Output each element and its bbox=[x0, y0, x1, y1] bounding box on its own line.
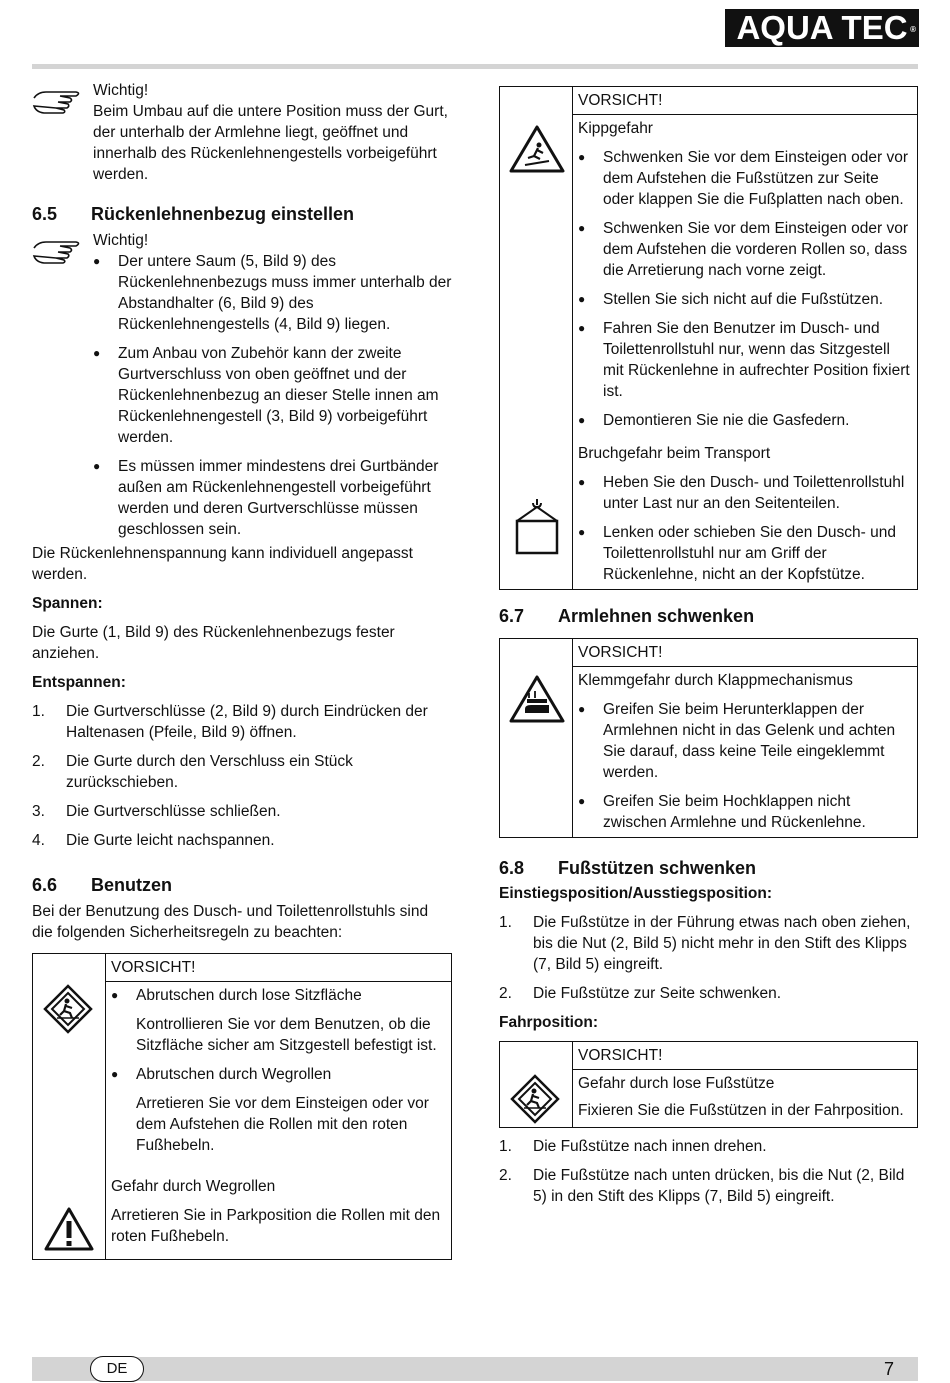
caution-icon-column bbox=[33, 954, 106, 1259]
caution-rows bbox=[573, 115, 917, 585]
bullet-item: ● Es müssen immer mindestens drei Gurtbänder außen am Rückenlehnengestell vorbeigeführt werden und deren Gurtverschlüsse müssen geschlossen sein. bbox=[93, 456, 452, 540]
caution-heading: VORSICHT! bbox=[573, 87, 917, 115]
section-6-5-heading bbox=[32, 202, 452, 226]
step-text: Die Fußstütze zur Seite schwenken. bbox=[533, 985, 782, 1002]
step-text: Die Gurte durch den Verschluss ein Stück zurückschieben. bbox=[66, 753, 353, 791]
bullet-item: ● Heben Sie den Dusch- und Toilettenrollstuhl unter Last nur an den Seitenteilen. bbox=[578, 472, 912, 514]
pointing-hand-icon bbox=[32, 234, 84, 266]
step-item bbox=[499, 1165, 918, 1207]
subheading-einstieg: Einstiegsposition/Ausstiegsposition: bbox=[499, 885, 772, 902]
step-item bbox=[32, 701, 452, 743]
caution-content bbox=[573, 1042, 917, 1127]
bullet-text: Kontrollieren Sie vor dem Benutzen, ob die Sitzfläche sicher am Sitzgestell befestigt ist. bbox=[136, 1016, 437, 1054]
pointing-hand-icon bbox=[32, 84, 84, 116]
caution-box-fussstuetze bbox=[499, 1041, 918, 1128]
hazard-title: Kippgefahr bbox=[578, 120, 653, 137]
hazard-text: Arretieren Sie in Parkposition die Rollen mit den roten Fußhebeln. bbox=[111, 1207, 441, 1245]
slip-hazard-icon bbox=[510, 1074, 560, 1124]
bullet-item: ● Schwenken Sie vor dem Einsteigen oder vor dem Aufstehen die vorderen Rollen so, dass die Arretierung nach vorne zeigt. bbox=[578, 218, 912, 281]
section-6-8-heading bbox=[499, 856, 918, 880]
hazard-title: Bruchgefahr beim Transport bbox=[578, 445, 771, 462]
note-important-1 bbox=[32, 80, 452, 185]
registered-mark: ® bbox=[910, 25, 916, 34]
left-column bbox=[32, 80, 452, 1260]
language-badge: DE bbox=[90, 1356, 144, 1382]
paragraph: Die Rückenlehnenspannung kann individuell angepasst werden. bbox=[32, 545, 413, 583]
aquatec-logo bbox=[725, 9, 919, 47]
step-item bbox=[499, 912, 918, 975]
section-number: 6.8 bbox=[499, 858, 525, 878]
footer-bar bbox=[32, 1357, 918, 1381]
caution-box-benutzen bbox=[32, 953, 452, 1260]
bullet-item: ● Lenken oder schieben Sie den Dusch- und Toilettenrollstuhl nur am Griff der Rückenlehne, nicht an der Kopfstütze. bbox=[578, 522, 912, 585]
caution-icon-column bbox=[500, 639, 573, 837]
caution-icon-column bbox=[500, 87, 573, 589]
section-6-6-heading bbox=[32, 873, 452, 897]
step-number: 3. bbox=[32, 803, 45, 820]
step-text: Die Gurtverschlüsse (2, Bild 9) durch Eindrücken der Haltenasen (Pfeile, Bild 9) öffnen. bbox=[66, 703, 428, 741]
header-rule bbox=[32, 64, 918, 69]
step-number: 4. bbox=[32, 832, 45, 849]
caution-content bbox=[573, 639, 917, 837]
page-number: 7 bbox=[884, 1359, 895, 1379]
caution-rows bbox=[573, 1070, 917, 1121]
bullet-item: ● Abrutschen durch lose Sitzfläche bbox=[111, 985, 446, 1006]
step-number: 2. bbox=[499, 1167, 512, 1184]
section-title: Rückenlehnenbezug einstellen bbox=[91, 204, 355, 224]
note-title: Wichtig! bbox=[93, 82, 149, 99]
section-number: 6.7 bbox=[499, 606, 525, 626]
bullet-item: ● Greifen Sie beim Hochklappen nicht zwischen Armlehne und Rückenlehne. bbox=[578, 791, 912, 833]
tipping-hazard-icon bbox=[509, 125, 565, 173]
step-number: 2. bbox=[32, 753, 45, 770]
step-item bbox=[32, 830, 452, 851]
step-text: Die Gurtverschlüsse schließen. bbox=[66, 803, 281, 820]
caution-content bbox=[106, 954, 451, 1259]
section-title: Fußstützen schwenken bbox=[558, 858, 757, 878]
bullet-item: ● Abrutschen durch Wegrollen bbox=[111, 1064, 446, 1085]
step-number: 1. bbox=[499, 914, 512, 931]
note-title: Wichtig! bbox=[93, 232, 149, 249]
pinch-hazard-icon bbox=[509, 675, 565, 723]
warning-triangle-icon bbox=[43, 1206, 95, 1252]
paragraph: Die Gurte (1, Bild 9) des Rückenlehnenbezugs fester anziehen. bbox=[32, 624, 395, 662]
step-item bbox=[499, 983, 918, 1004]
step-text: Die Fußstütze nach unten drücken, bis die Nut (2, Bild 5) in den Stift des Klipps (7, Bild 5) eingreift. bbox=[533, 1167, 905, 1205]
step-item bbox=[32, 801, 452, 822]
subheading-spannen: Spannen: bbox=[32, 595, 103, 612]
subheading-fahrposition: Fahrposition: bbox=[499, 1014, 599, 1031]
step-number: 1. bbox=[499, 1138, 512, 1155]
caution-heading: VORSICHT! bbox=[573, 1042, 917, 1070]
crane-hook-icon bbox=[514, 497, 560, 557]
caution-rows bbox=[106, 982, 451, 1247]
step-text: Die Fußstütze in der Führung etwas nach oben ziehen, bis die Nut (2, Bild 5) nicht mehr in den Stift des Klipps (7, Bild 5) eingreift. bbox=[533, 914, 911, 973]
step-text: Die Gurte leicht nachspannen. bbox=[66, 832, 275, 849]
caution-content bbox=[573, 87, 917, 589]
bullet-item: ● Fahren Sie den Benutzer im Dusch- und Toilettenrollstuhl nur, wenn das Sitzgestell mit Rückenlehne in aufrechter Position fixiert ist. bbox=[578, 318, 912, 402]
hazard-title: Gefahr durch lose Fußstütze bbox=[578, 1075, 775, 1092]
bullet-item: ● Schwenken Sie vor dem Einsteigen oder vor dem Aufstehen die Fußstützen zur Seite oder klappen Sie die Fußplatten nach oben. bbox=[578, 147, 912, 210]
right-column bbox=[499, 86, 918, 1207]
note-text: Beim Umbau auf die untere Position muss der Gurt, der unterhalb der Armlehne liegt, geöffnet und innerhalb des Rückenlehnengestells vorbeigeführt werden. bbox=[93, 103, 448, 183]
note-important-2 bbox=[32, 230, 452, 540]
hazard-title: Gefahr durch Wegrollen bbox=[111, 1178, 276, 1195]
step-number: 2. bbox=[499, 985, 512, 1002]
step-item bbox=[499, 1136, 918, 1157]
caution-heading: VORSICHT! bbox=[573, 639, 917, 667]
bullet-text: Arretieren Sie vor dem Einsteigen oder vor dem Aufstehen die Rollen mit den roten Fußhebeln. bbox=[136, 1095, 429, 1154]
step-number: 1. bbox=[32, 703, 45, 720]
caution-box-klemmgefahr bbox=[499, 638, 918, 838]
paragraph: Bei der Benutzung des Dusch- und Toilettenrollstuhls sind die folgenden Sicherheitsregeln zu beachten: bbox=[32, 903, 429, 941]
hazard-text: Fixieren Sie die Fußstützen in der Fahrposition. bbox=[578, 1102, 904, 1119]
step-text: Die Fußstütze nach innen drehen. bbox=[533, 1138, 767, 1155]
step-item bbox=[32, 751, 452, 793]
bullet-item: ● Demontieren Sie nie die Gasfedern. bbox=[578, 410, 912, 431]
caution-heading: VORSICHT! bbox=[106, 954, 451, 982]
bullet-item: ● Der untere Saum (5, Bild 9) des Rückenlehnenbezugs muss immer unterhalb der Abstandhalter (6, Bild 9) des Rückenlehnengestells (4, Bild 9) liegen. bbox=[93, 251, 452, 335]
section-title: Armlehnen schwenken bbox=[558, 606, 755, 626]
bullet-item: ● Zum Anbau von Zubehör kann der zweite Gurtverschluss von oben geöffnet und der Rückenlehnenbezug an dieser Stelle innen am Rückenlehnengestell (3, Bild 9) vorbeigeführt werden. bbox=[93, 343, 452, 448]
section-6-7-heading bbox=[499, 604, 918, 628]
bullet-item: ● Greifen Sie beim Herunterklappen der Armlehnen nicht in das Gelenk und achten Sie darauf, dass keine Teile eingeklemmt werden. bbox=[578, 699, 912, 783]
hazard-title: Klemmgefahr durch Klappmechanismus bbox=[578, 672, 853, 689]
caution-rows bbox=[573, 667, 917, 833]
bullet-item: ● Stellen Sie sich nicht auf die Fußstützen. bbox=[578, 289, 912, 310]
section-number: 6.5 bbox=[32, 204, 58, 224]
subheading-entspannen: Entspannen: bbox=[32, 674, 126, 691]
logo-text: AQUA TEC bbox=[736, 9, 908, 46]
slip-hazard-icon bbox=[43, 984, 93, 1034]
section-number: 6.6 bbox=[32, 875, 58, 895]
caution-icon-column bbox=[500, 1042, 573, 1127]
caution-box-kippgefahr bbox=[499, 86, 918, 590]
section-title: Benutzen bbox=[91, 875, 172, 895]
